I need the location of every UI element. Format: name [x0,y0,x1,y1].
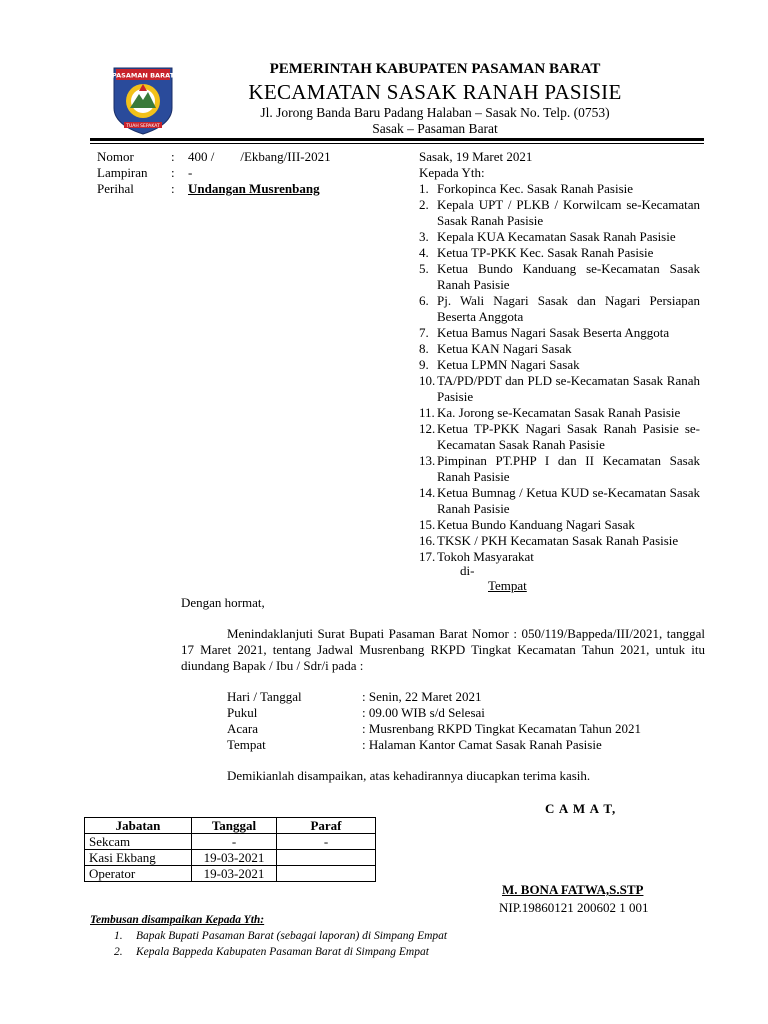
recipient-text: TA/PD/PDT dan PLD se-Kecamatan Sasak Ranah Pasisie [437,373,700,404]
table-cell: 19-03-2021 [192,866,277,882]
table-cell [277,866,376,882]
recipient-item [419,229,700,245]
recipient-text: Ketua TP-PKK Nagari Sasak Ranah Pasisie se-Kecamatan Sasak Ranah Pasisie [437,421,700,452]
table-row [85,834,376,850]
recipient-text: TKSK / PKH Kecamatan Sasak Ranah Pasisie [437,533,679,548]
recipient-text: Ka. Jorong se-Kecamatan Sasak Ranah Pasisie [437,405,681,420]
closing-text: Demikianlah disampaikan, atas kehadirannya diucapkan terima kasih. [227,768,591,783]
table-row [85,866,376,882]
letterhead-rule-thick [90,138,704,141]
recipient-text: Ketua Bamus Nagari Sasak Beserta Anggota [437,325,670,340]
greeting: Dengan hormat, [181,595,265,610]
recipient-item [419,421,700,453]
recipient-number: 10. [419,373,436,388]
recipient-text: Ketua LPMN Nagari Sasak [437,357,580,372]
recipient-number: 9. [419,357,429,372]
recipient-number: 11. [419,405,435,420]
signer-title: C A M A T, [545,801,617,816]
recipient-number: 15. [419,517,436,532]
recipient-item [419,197,700,229]
recipient-item [419,453,700,485]
recipient-text: Ketua Bumnag / Ketua KUD se-Kecamatan Sasak Ranah Pasisie [437,485,700,516]
table-cell: Operator [85,866,192,882]
recipient-text: Ketua Bundo Kanduang Nagari Sasak [437,517,635,532]
table-header: Paraf [277,818,376,834]
recipient-text: Kepala UPT / PLKB / Korwilcam se-Kecamatan Sasak Ranah Pasisie [437,197,700,228]
recipient-text: Pj. Wali Nagari Sasak dan Nagari Persiapan Beserta Anggota [437,293,700,324]
recipient-number: 5. [419,261,429,276]
recipient-item [419,517,700,533]
letterhead-rule-thin [90,143,704,144]
table-cell: Kasi Ekbang [85,850,192,866]
recipient-number: 14. [419,485,436,500]
logo-text-bottom: TUAH SEPAKAT [126,123,160,129]
recipient-item [419,261,700,293]
di-label: di- [460,563,475,578]
recipient-text: Tokoh Masyarakat [437,549,534,564]
recipient-number: 1. [419,181,429,196]
tempat-label: Tempat [488,578,527,593]
recipient-text: Pimpinan PT.PHP I dan II Kecamatan Sasak Ranah Pasisie [437,453,700,484]
recipient-item [419,405,700,421]
letterhead-city: Sasak – Pasaman Barat [372,121,498,136]
recipient-text: Ketua Bundo Kanduang se-Kecamatan Sasak Ranah Pasisie [437,261,700,292]
recipient-text: Ketua KAN Nagari Sasak [437,341,572,356]
recipient-number: 7. [419,325,429,340]
table-header: Jabatan [85,818,192,834]
recipient-item [419,533,700,549]
recipient-item [419,325,700,341]
recipient-number: 16. [419,533,436,548]
table-cell: - [277,834,376,850]
paragraph-opening: Menindaklanjuti Surat Bupati Pasaman Barat Nomor : 050/119/Bappeda/III/2021, tanggal 17 Maret 2021, tentang Jadwal Musrenbang RKPD Tingkat Kecamatan Tahun 2021, untuk itu diundang Bapak / Ibu / Sdr/i pada : [181,626,705,673]
recipient-number: 12. [419,421,436,436]
table-header-row [85,818,376,834]
recipient-number: 3. [419,229,429,244]
recipient-item [419,293,700,325]
table-cell: 19-03-2021 [192,850,277,866]
recipient-number: 13. [419,453,436,468]
recipient-number: 6. [419,293,429,308]
recipient-number: 4. [419,245,429,260]
letterhead-government: PEMERINTAH KABUPATEN PASAMAN BARAT [269,61,601,77]
recipient-text: Forkopinca Kec. Sasak Ranah Pasisie [437,181,634,196]
recipient-item [419,181,700,197]
recipient-text: Ketua TP-PKK Kec. Sasak Ranah Pasisie [437,245,654,260]
table-cell: Sekcam [85,834,192,850]
letterhead-district: KECAMATAN SASAK RANAH PASISIE [248,80,622,104]
paraf-table [84,817,376,882]
signer-nip: NIP.19860121 200602 1 001 [499,900,649,915]
table-cell: - [192,834,277,850]
table-header: Tanggal [192,818,277,834]
recipient-text: Kepala KUA Kecamatan Sasak Ranah Pasisie [437,229,676,244]
recipient-item [419,485,700,517]
logo-text-top: PASAMAN BARAT [111,71,175,80]
to-label: Kepada Yth: [419,165,485,180]
recipient-number: 8. [419,341,429,356]
recipient-item [419,341,700,357]
copies-title: Tembusan disampaikan Kepada Yth: [90,914,265,926]
recipient-number: 2. [419,197,429,212]
recipient-item [419,373,700,405]
letterhead-address: Jl. Jorong Banda Baru Padang Halaban – Sasak No. Telp. (0753) [260,105,610,120]
signer-name: M. BONA FATWA,S.STP [502,882,644,897]
table-row [85,850,376,866]
recipient-item [419,357,700,373]
table-cell [277,850,376,866]
place-date: Sasak, 19 Maret 2021 [419,149,533,164]
recipient-number: 17. [419,549,436,564]
recipient-item [419,245,700,261]
